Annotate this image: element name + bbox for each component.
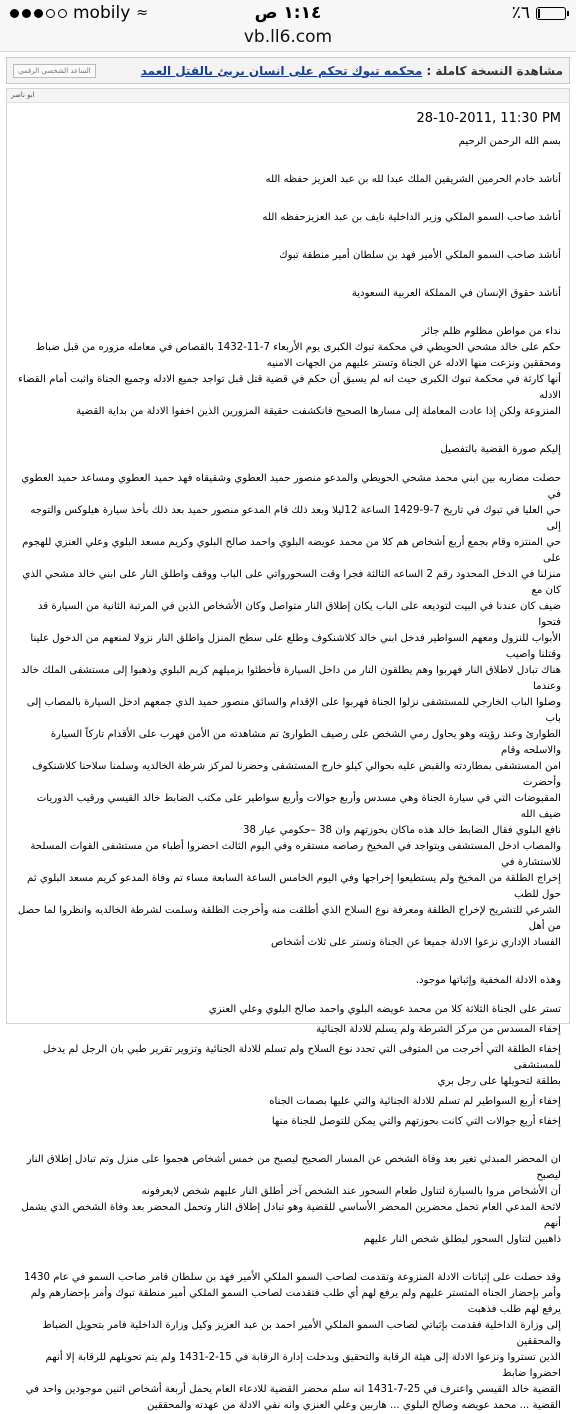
thread-header (6, 57, 570, 84)
text-line: الفساد الإداري نزعوا الادلة جميعا عن الجناة وتستر على ثلاث أشخاص (271, 937, 561, 948)
carrier-name: mobily (73, 3, 131, 23)
status-bar (0, 0, 576, 26)
text-line: أنها كارثة في محكمة تبوك الكبرى حيث انه لم يسبق أن حكم في قضية قتل قبل تواجد جميع الادله وجميع الجناة واثبت أمام القضاء الادله (18, 374, 561, 401)
greeting: بسم الله الرحمن الرحيم (458, 136, 561, 147)
text-line: هناك تبادل لاطلاق النار فهربوا وهم يطلقون النار من داخل السيارة فأخطئوا بزميلهم كريم البلوي وذهبوا إلى مستشفى الملك خالد وعندما (21, 665, 561, 692)
list-item: تستر على الجناة الثلاثة كلا من محمد عويضه البلوي واحمد صالح البلوي وعلي العنزي (208, 1004, 561, 1015)
text-line: لاثحة المدعي العام تحمل محضرين المحضر الأساسي للقضية وهو تبادل إطلاق النار وتحمل المحضر بعد وفاة الشخص الذي يشمل أنهم (21, 1202, 561, 1229)
thread-title-prefix: مشاهدة النسخة كاملة : (426, 63, 563, 78)
text-line: الذين تستروا ونزعوا الادلة إلى هيئة الرقابة والتحقيق وبدخلت إدارة الرقابة في 15-2-1431 ولم يتم تحويلهم للرقابة إلا أنهم احضروا ضابط (45, 1352, 561, 1379)
text-line: وقد حصلت على إثباتات الادلة المنزوعة وتقدمت لصاحب السمو الملكي الأمير فهد بن سلطان قامر صاحب السمو في عام 1430 (24, 1272, 561, 1283)
list-item: إخفاء المسدس من مركز الشرطة ولم يسلم للادلة الجنائية (316, 1024, 561, 1035)
text-line: حي العليا في تبوك في تاريخ 7-9-1429 الساعة 12ليلا وبعد ذلك قام المدعو منصور حميد بعد ذلك بأخذ سيارة هيلوكس والتوجه إلى (30, 505, 561, 532)
text-line: حي المنتزه وقام بجمع أربع أشخاص هم كلا من محمد عويضه البلوي واحمد صالح البلوي وكريم مسعد البلوي وعلي العنزي للهجوم على (22, 537, 561, 564)
text-line: المقبوضات التي في سيارة الجناة وهي مسدس وأربع جوالات وأربع سواطير على مكتب الضابط خالد القيسي ورقيب الدوريات ضيف الله (36, 793, 561, 820)
text-line: القضية ... محمد عويضه وصالح البلوي ... هاربين وعلي العنزي وانه نفي الادلة من عهدته والمحققين (147, 1400, 561, 1411)
final-paragraph (15, 1270, 561, 1414)
post (6, 88, 570, 1411)
text-line: ومحققين ونزعت منها الادله عن الجناة وتستر عليهم من الجهات الامنيه (266, 358, 561, 369)
list-item: بطلقة لتحويلها على رجل بري (437, 1076, 561, 1087)
text-line: القضية خالد القيسي واعترف في 25-7-1431 انه سلم محضر القضية للادعاء العام يحمل أربعة أشخاص اثنين موجودين واحد في (25, 1384, 561, 1395)
status-right (512, 3, 566, 23)
appeal-line: أناشد صاحب السمو الملكي وزير الداخلية نايف بن عبد العزيزحفظه الله (262, 212, 561, 223)
list-item: إخفاء الطلقة التي أخرجت من المتوفى التي تحدد نوع السلاح ولم تسلم للادلة الجنائية وتزوير تقرير طبي بان الرجل لم يدخل للمستشفى (43, 1044, 561, 1071)
text-line: ان المحضر المبدئي تغير بعد وفاة الشخص عن المسار الصحيح ليصبح من خمس أشخاص هجموا على منزل وتم تبادل إطلاق النار ليصبح (26, 1154, 561, 1181)
text-line: منزلنا في الدخل المحدود رقم 2 الساعه الثالثة فجرا وقت السحورواتي على الباب ووقف واطلق النار على ابني خالد مشحي الذي كان مع (22, 569, 561, 596)
status-time: ١:١٤ ص (254, 3, 322, 23)
text-line: وأمر بإحضار الجناه المتستر عليهم ولم يرفع لهم أي طلب فتقدمت لصاحب السمو الملكي أمير منطقة تبوك وأمر بإحضارهم ولم يرفع لهم طلب فذهبت (30, 1288, 561, 1315)
text-line: إلى وزارة الداخلية فقدمت بإثباتي لصاحب السمو الملكي الأمير احمد بن عبد العزيز وكيل وزارة الداخلية فامر بتحويل الضباط والمحققين (42, 1320, 561, 1347)
status-left (10, 3, 148, 23)
summary-paragraph (15, 1152, 561, 1248)
text-line: الشرعي للتشريح لإخراج الطلقة ومعرفة نوع السلاح الذي أطلقت منه وأخرجت الطلقة وسلمت لشرطة الخالديه وانظروا لما حصل من أهل (17, 905, 561, 932)
battery-percent: ٪٦ (511, 3, 530, 23)
hidden-evidence-title: وهذه الادلة المخفية وإثباتها موجود. (415, 975, 561, 986)
text-line: أن الأشخاص مروا بالسيارة لتناول طعام السحور عند الشخص آخر أطلق النار عليهم شخص لايعرفونه (141, 1186, 561, 1197)
section-title: إليكم صورة القضية بالتفصيل (440, 444, 561, 455)
thread-title-link[interactable]: محكمه تبوك تحكم على انسان بريئ بالقتل العمد (140, 63, 423, 78)
list-item: إخفاء أربع جوالات التي كانت بحوزتهم والتي يمكن للتوصل للجناة منها (271, 1116, 561, 1127)
appeal-line: أناشد حقوق الإنسان في المملكة العربية السعودية (351, 288, 561, 299)
appeal-line: أناشد صاحب السمو الملكي الأمير فهد بن سلطان أمير منطقة تبوك (279, 250, 561, 261)
call-paragraph (15, 324, 561, 420)
text-line: امن المستشفى بمطاردته والقبض عليه بحوالي كيلو خارج المستشفى وحضرنا لمركز شرطة الخالديه وسلمنا سلاحنا كلاشنكوف وأحضرت (32, 761, 561, 788)
text-line: حكم على خالد مشحي الحويطي في محكمة تبوك الكبرى يوم الأربعاء 7-11-1432 بالقصاص في معامله مزوره من قبل ضباط (35, 342, 561, 353)
text-line: حصلت مضاربه بين ابني محمد مشحي الحويطي والمدعو منصور حميد العطوي وشقيقاه فهد حميد العطوي ومساعد حميد العطوي في (21, 473, 561, 500)
post-date: 28-10-2011, 11:30 PM (416, 111, 561, 126)
text-line: وصلوا الباب الخارجي للمستشفى نزلوا الجناة فهربوا على الإقدام والسائق منصور حميد الذي جمعهم ادخل السيارة بالمصاب إلى باب (26, 697, 561, 724)
hidden-evidence-list (15, 1002, 561, 1130)
text-line: ضيف كان عندنا في البيت لتوديعه على الباب يكان إطلاق النار متواصل وكان الأشخاص الذين في المرتبة الثانية من السيارة قد فتحوا (37, 601, 561, 628)
post-user-bar (7, 89, 569, 103)
post-username[interactable]: ابو ناصر (11, 91, 35, 99)
text-line: نداء من مواطن مظلوم ظلم جائر (421, 326, 561, 337)
signal-icon (10, 9, 67, 18)
battery-icon (536, 7, 566, 20)
text-line: نافع البلوي فقال الضابط خالد هذه ماكان بحوزتهم وان 38 –حكومي عيار 38 (242, 825, 561, 836)
wifi-icon: ≈ (136, 5, 148, 21)
text-line: إخراج الطلقة من المخيخ ولم يستطيعوا إخراجها وفي اليوم الخامس الساعة السابعة مساء تم وفاة المدعو كريم مسعد البلوي ثم حول للطب (27, 873, 561, 900)
text-line: والمصاب ادخل المستشفى ويتواجد في المخيخ رصاصه مستقره وفي اليوم الثالث احضروا أطباء من مستشفى القوات المسلحة للاستشارة في (30, 841, 561, 868)
text-line: الطوارئ وعند رؤيته وهو يحاول رمي الشخص على رصيف الطوارئ تم مشاهدته من الأمن فهرب على الأقدام تاركاً السيارة والاسلحه وقام (50, 729, 561, 756)
post-body (7, 132, 569, 1414)
text-line: ذاهبين لتناول السحور ليطلق شخص النار عليهم (363, 1234, 561, 1245)
details-paragraph (15, 471, 561, 951)
site-logo[interactable]: الساعد الشخصي الرقمي (13, 64, 96, 78)
text-line: المنزوعة ولكن إذا عادت المعاملة إلى مسارها الصحيح فانكشفت حقيقة المزورين الذين اخفوا الادلة من بداية القضية (76, 406, 561, 417)
text-line: الأبواب للنزول ومعهم السواطير فدخل ابني خالد كلاشنكوف وطلع على سطح المنزل واطلق النار نزولا لمنعهم من الدخول علينا وقتلنا واصيب (30, 633, 561, 660)
url-bar[interactable]: vb.ll6.com (0, 26, 576, 52)
thread-title (141, 64, 563, 78)
appeal-line: أناشد خادم الحرمين الشريفين الملك عبدا لله بن عبد العزيز حفظه الله (265, 174, 561, 185)
list-item: إخفاء أربع السواطير لم تسلم للادلة الجنائية والتي عليها بصمات الجناه (269, 1096, 561, 1107)
